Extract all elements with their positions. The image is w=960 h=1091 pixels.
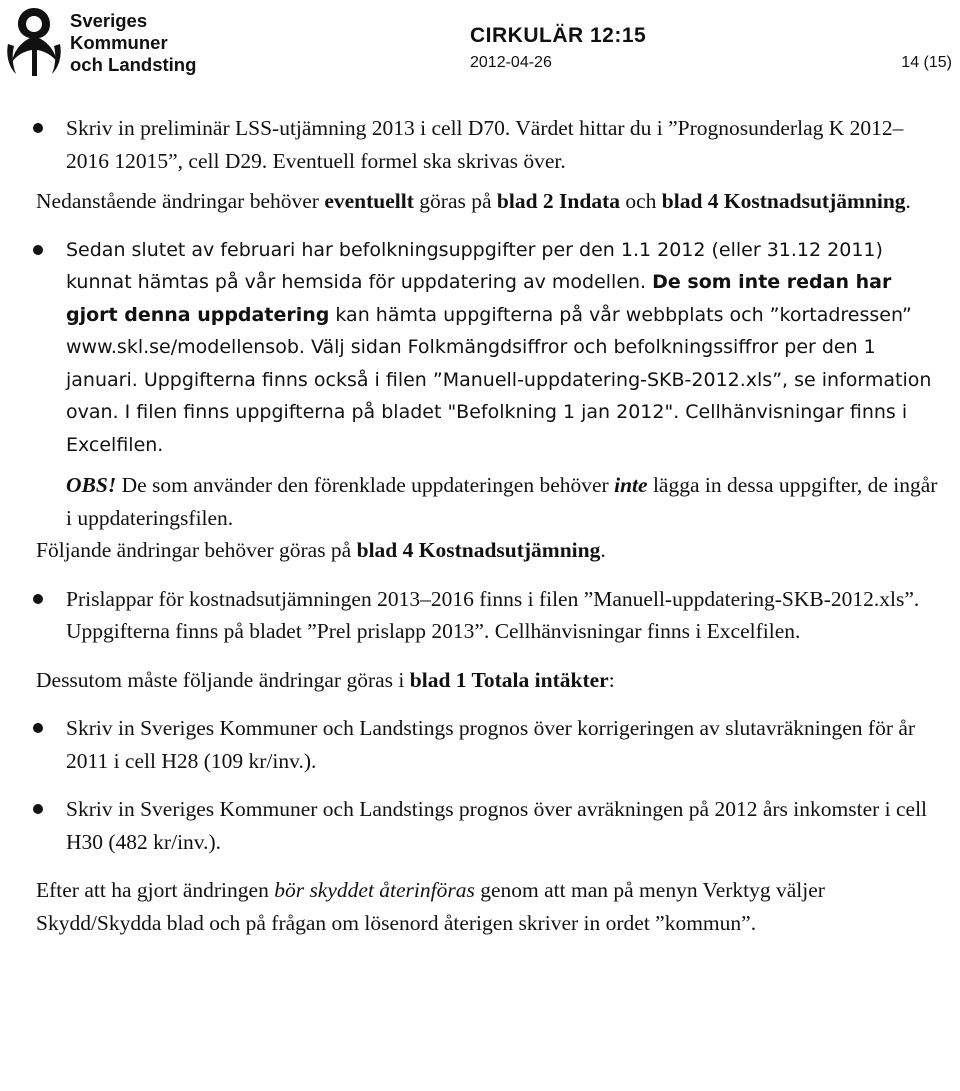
page-header — [0, 0, 960, 90]
logo-wordmark — [70, 10, 196, 76]
paragraph-restore-protection: Efter att ha gjort ändringen bör skyddet återinföras genom att man på menyn Verktyg väljer Skydd/Skydda blad och på frågan om lösenord återigen skriver in ordet ”kommun”. — [36, 878, 825, 935]
list-item-population: Sedan slutet av februari har befolkningsuppgifter per den 1.1 2012 (eller 31.12 2011) kunnat hämtas på vår hemsida för uppdatering av modellen. De som inte redan har gjort denna uppdatering kan hämta uppgifterna på vår webbplats och ”kortadressen” www.skl.se/modellensob. Välj sidan Folkmängdsiffror och befolkningssiffror per den 1 januari. Uppgifterna finns också i filen ”Manuell-uppdatering-SKB-2012.xls”, se information ovan. I filen finns uppgifterna på bladet "Befolkning 1 jan 2012". Cellhänvisningar finns i Excelfilen. — [0, 234, 940, 462]
circular-number: CIRKULÄR 12:15 — [470, 24, 647, 47]
org-line-3: och Landsting — [70, 54, 197, 75]
circular-date: 2012-04-26 — [470, 54, 552, 71]
list-item-price-tags: Prislappar för kostnadsutjämningen 2013–2016 finns i filen ”Manuell-uppdatering-SKB-2012.xls”. Uppgifterna finns på bladet ”Prel prislapp 2013”. Cellhänvisningar finns i Excelfilen. — [0, 583, 940, 648]
document-body — [0, 112, 940, 939]
org-line-2: Kommuner — [70, 32, 168, 53]
skl-logo — [4, 4, 204, 80]
page-number: 14 (15) — [901, 54, 952, 71]
logo-figure-icon — [4, 4, 64, 80]
org-line-1: Sveriges — [70, 10, 148, 31]
paragraph-eventual-changes: Nedanstående ändringar behöver eventuellt göras på blad 2 Indata och blad 4 Kostnadsutjämning. — [36, 189, 911, 213]
list-item-lss — [0, 112, 940, 177]
paragraph-following-changes: Följande ändringar behöver göras på blad 4 Kostnadsutjämning. — [36, 538, 606, 562]
paragraph-additional-changes: Dessutom måste följande ändringar göras i blad 1 Totala intäkter: — [36, 667, 615, 692]
list-item-correction-2011: Skriv in Sveriges Kommuner och Landstings prognos över korrigeringen av slutavräkningen för år 2011 i cell H28 (109 kr/inv.). — [0, 712, 940, 777]
list-item-settlement-2012: Skriv in Sveriges Kommuner och Landstings prognos över avräkningen på 2012 års inkomster i cell H30 (482 kr/inv.). — [0, 793, 940, 858]
list-item-text: Skriv in preliminär LSS-utjämning 2013 i cell D70. Värdet hittar du i ”Prognosunderlag K 2012–2016 12015”, cell D29. Eventuell formel ska skrivas över. — [66, 116, 904, 173]
obs-note: OBS! De som använder den förenklade uppdateringen behöver inte lägga in dessa uppgifter, de ingår i uppdateringsfilen. — [66, 473, 938, 530]
